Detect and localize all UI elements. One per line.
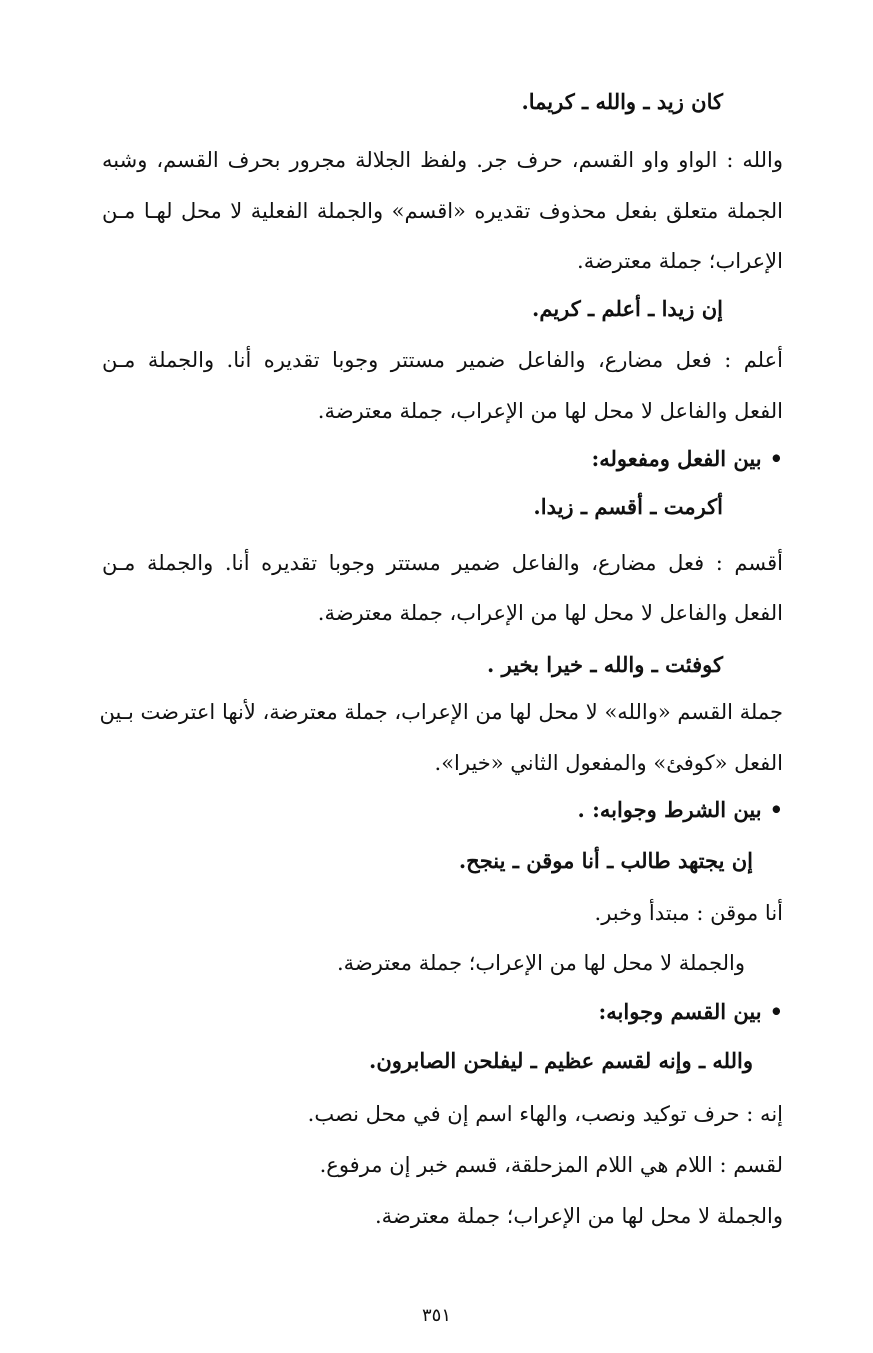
paragraph-line: الفعل والفاعل لا محل لها من الإعراب، جملة معترضة.	[317, 601, 783, 625]
bullet-icon	[762, 446, 783, 471]
example-sentence: كوفئت ـ والله ـ خيرا بخير .	[487, 652, 723, 677]
example-sentence: إن يجتهد طالب ـ أنا موقن ـ ينجح.	[458, 848, 753, 873]
paragraph-line: أعلم : فعل مضارع، والفاعل ضمير مستتر وجوبا تقديره أنا. والجملة مـن	[102, 348, 783, 372]
bullet-icon	[762, 797, 783, 822]
paragraph-line: الفعل «كوفئ» والمفعول الثاني «خيرا».	[434, 751, 783, 775]
paragraph-line: الجملة متعلق بفعل محذوف تقديره «اقسم» والجملة الفعلية لا محل لهـا مـن	[102, 199, 783, 223]
paragraph-line: والله : الواو واو القسم، حرف جر. ولفظ الجلالة مجرور بحرف القسم، وشبه	[102, 148, 783, 172]
example-sentence: إن زيدا ـ أعلم ـ كريم.	[532, 296, 723, 321]
paragraph-line: أقسم : فعل مضارع، والفاعل ضمير مستتر وجوبا تقديره أنا. والجملة مـن	[102, 551, 783, 575]
section-heading	[599, 997, 783, 1027]
section-heading	[578, 795, 784, 825]
section-heading	[591, 444, 783, 474]
paragraph-line: والجملة لا محل لها من الإعراب؛ جملة معترضة.	[336, 951, 745, 975]
section-heading-text: بين الفعل ومفعوله:	[591, 446, 762, 471]
paragraph-line: الفعل والفاعل لا محل لها من الإعراب، جملة معترضة.	[317, 399, 783, 423]
paragraph-line: الإعراب؛ جملة معترضة.	[577, 249, 783, 273]
paragraph-line: أنا موقن : مبتدأ وخبر.	[594, 901, 783, 925]
bullet-icon	[762, 999, 783, 1024]
paragraph-line: لقسم : اللام هي اللام المزحلقة، قسم خبر إن مرفوع.	[319, 1153, 783, 1177]
section-heading-text: بين القسم وجوابه:	[598, 999, 762, 1024]
paragraph-line: إنه : حرف توكيد ونصب، والهاء اسم إن في محل نصب.	[307, 1102, 783, 1126]
paragraph-line: جملة القسم «والله» لا محل لها من الإعراب، جملة معترضة، لأنها اعترضت بـين	[99, 700, 783, 724]
example-sentence: والله ـ وإنه لقسم عظيم ـ ليفلحن الصابرون.	[369, 1048, 753, 1073]
section-heading-text: بين الشرط وجوابه: .	[577, 797, 762, 822]
paragraph-line: والجملة لا محل لها من الإعراب؛ جملة معترضة.	[374, 1204, 783, 1228]
example-sentence: كان زيد ـ والله ـ كريما.	[521, 89, 723, 114]
page-number: ٣٥١	[421, 1305, 451, 1326]
example-sentence: أكرمت ـ أقسم ـ زيدا.	[533, 494, 723, 519]
